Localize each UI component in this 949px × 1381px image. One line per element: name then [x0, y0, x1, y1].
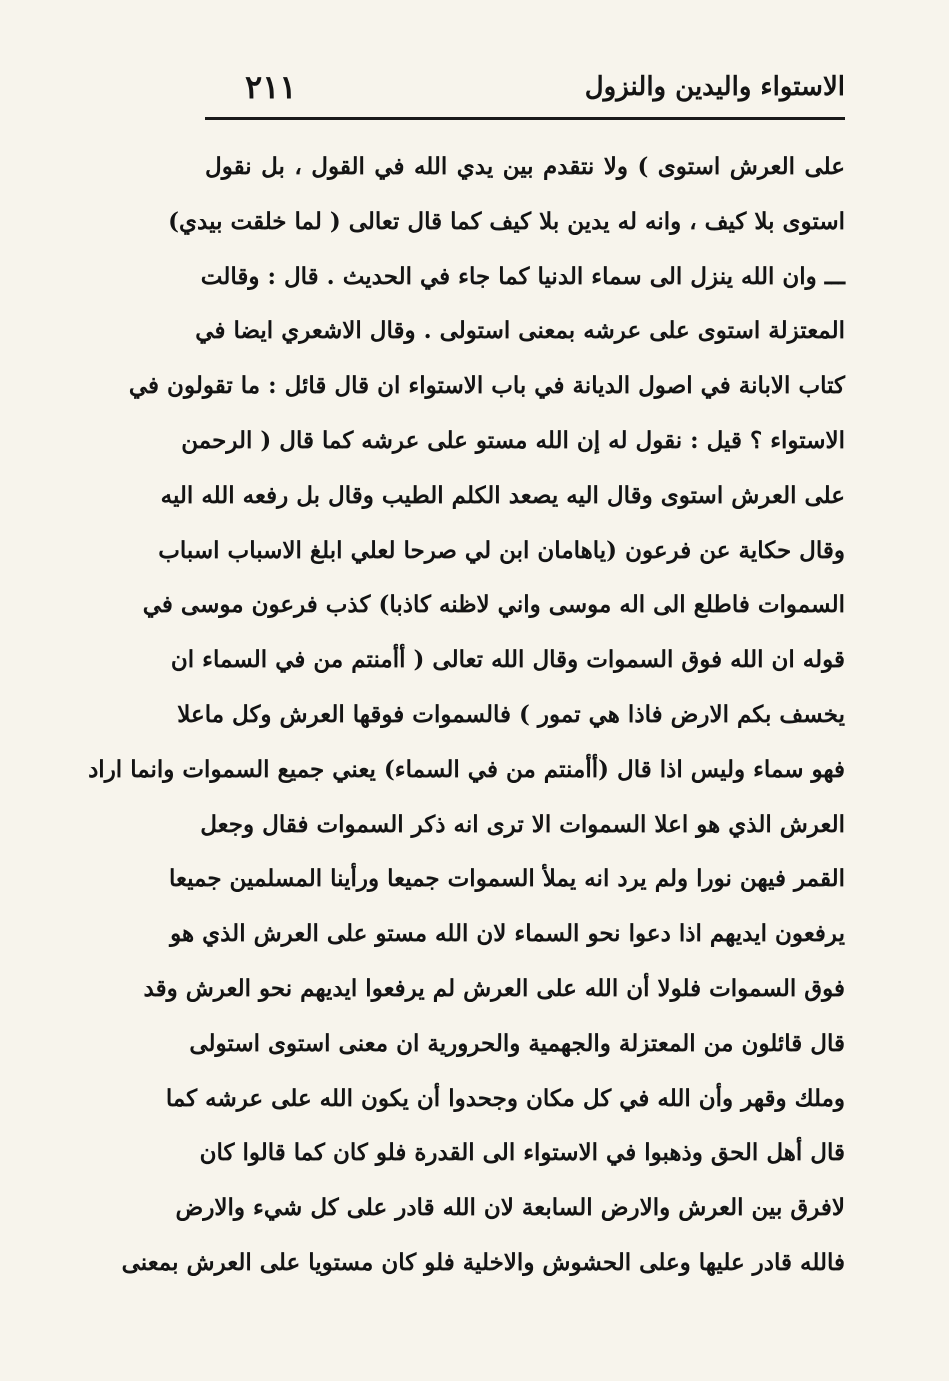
running-title: الاستواء واليدين والنزول	[584, 72, 845, 102]
text-line: على العرش استوى ) ولا نتقدم بين يدي الله في القول ، بل نقول	[205, 153, 845, 180]
text-line: يخسف بكم الارض فاذا هي تمور ) فالسموات فوقها العرش وكل ماعلا	[177, 700, 845, 728]
text-line: المعتزلة استوى على عرشه بمعنى استولى . وقال الاشعري ايضا في	[195, 317, 845, 345]
text-line: فهو سماء وليس اذا قال (أأمنتم من في السماء) يعني جميع السموات وانما اراد	[88, 755, 845, 783]
text-line: لافرق بين العرش والارض السابعة لان الله قادر على كل شيء والارض	[175, 1194, 845, 1222]
page-header	[205, 68, 845, 116]
text-line: السموات فاطلع الى اله موسى واني لاظنه كاذبا) كذب فرعون موسى في	[142, 591, 845, 619]
text-line: قال أهل الحق وذهبوا في الاستواء الى القدرة فلو كان كما قالوا كان	[199, 1139, 845, 1167]
header-rule	[205, 117, 845, 120]
body-text	[88, 140, 845, 1291]
text-line: العرش الذي هو اعلا السموات الا ترى انه ذكر السموات فقال وجعل	[200, 810, 845, 838]
text-line: كتاب الابانة في اصول الديانة في باب الاستواء ان قال قائل : ما تقولون في	[128, 372, 845, 400]
text-line: على العرش استوى وقال اليه يصعد الكلم الطيب وقال بل رفعه الله اليه	[160, 481, 845, 509]
text-line: ـــ وان الله ينزل الى سماء الدنيا كما جاء في الحديث . قال : وقالت	[200, 262, 845, 290]
text-line: الاستواء ؟ قيل : نقول له إن الله مستو على عرشه كما قال ( الرحمن	[181, 426, 845, 454]
text-line: استوى بلا كيف ، وانه له يدين بلا كيف كما قال تعالى ( لما خلقت بيدي)	[168, 207, 845, 235]
text-line: فوق السموات فلولا أن الله على العرش لم يرفعوا ايديهم نحو العرش وقد	[143, 974, 845, 1002]
text-line: يرفعون ايديهم اذا دعوا نحو السماء لان الله مستو على العرش الذي هو	[170, 920, 845, 948]
page-number: ٢١١	[245, 68, 297, 106]
text-line: فالله قادر عليها وعلى الحشوش والاخلية فلو كان مستويا على العرش بمعنى	[121, 1248, 845, 1276]
text-line: قوله ان الله فوق السموات وقال الله تعالى ( أأمنتم من في السماء ان	[170, 646, 845, 674]
text-line: قال قائلون من المعتزلة والجهمية والحرورية ان معنى استوى استولى	[189, 1029, 845, 1057]
text-line: وملك وقهر وأن الله في كل مكان وجحدوا أن يكون الله على عرشه كما	[165, 1084, 845, 1112]
text-line: وقال حكاية عن فرعون (ياهامان ابن لي صرحا لعلي ابلغ الاسباب اسباب	[158, 536, 845, 564]
text-line: القمر فيهن نورا ولم يرد انه يملأ السموات جميعا ورأينا المسلمين جميعا	[168, 865, 845, 893]
